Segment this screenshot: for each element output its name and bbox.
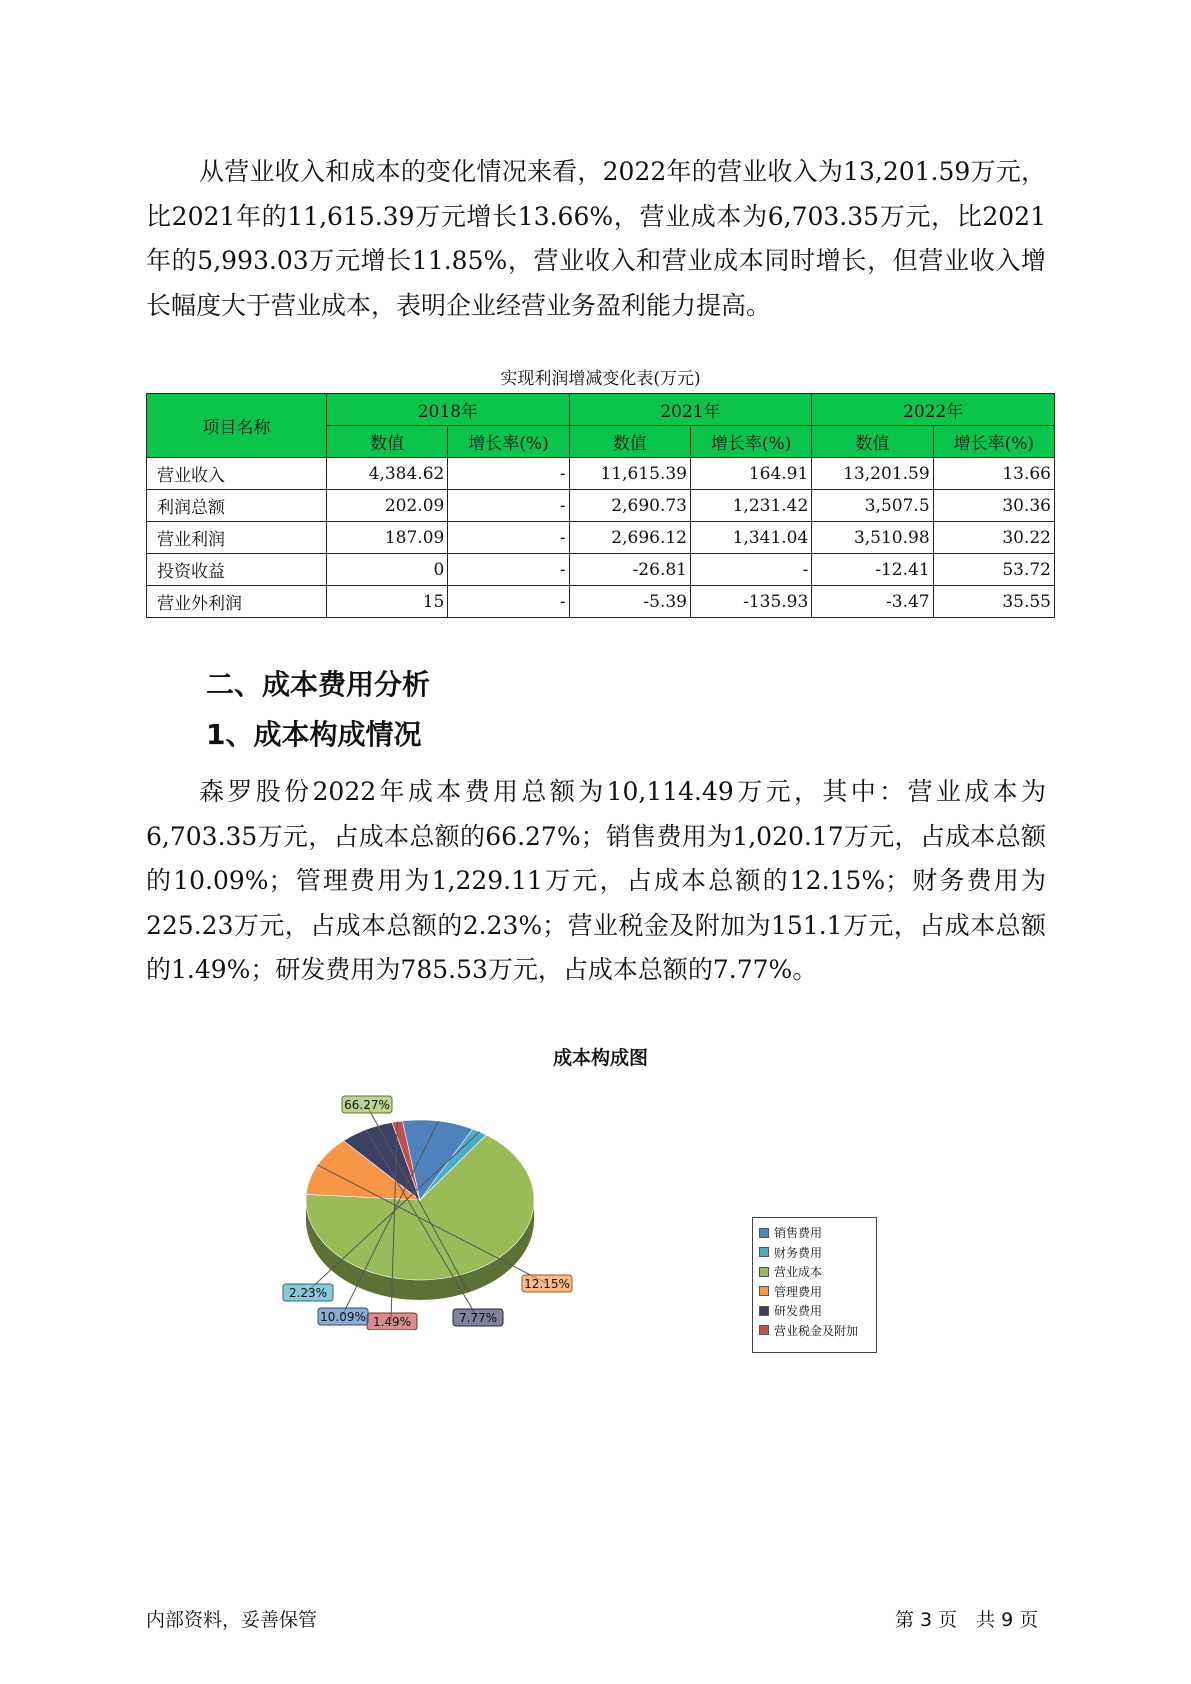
legend-label: 财务费用 — [774, 1245, 823, 1260]
legend-swatch — [759, 1228, 769, 1238]
value-cell: -26.81 — [569, 554, 690, 586]
legend-swatch — [759, 1306, 769, 1316]
legend-label: 销售费用 — [774, 1226, 823, 1241]
chart-legend — [752, 1217, 877, 1353]
header-growth: 增长率(%) — [448, 426, 569, 458]
growth-cell: - — [448, 490, 569, 522]
table-row — [147, 554, 1055, 586]
footer-confidential-note: 内部资料，妥善保管 — [146, 1609, 318, 1631]
growth-cell: 164.91 — [690, 458, 811, 490]
legend-label: 管理费用 — [774, 1284, 823, 1299]
growth-cell: - — [448, 554, 569, 586]
page-total: 9 — [1001, 1609, 1014, 1631]
value-cell: 13,201.59 — [812, 458, 933, 490]
header-item-name: 项目名称 — [147, 394, 327, 458]
growth-cell: 53.72 — [933, 554, 1054, 586]
growth-cell: 30.36 — [933, 490, 1054, 522]
row-name-cell: 投资收益 — [147, 554, 327, 586]
pie-data-label: 7.77% — [458, 1311, 498, 1325]
legend-item — [759, 1243, 870, 1263]
value-cell: 202.09 — [327, 490, 448, 522]
legend-item — [759, 1223, 870, 1243]
value-cell: 3,507.5 — [812, 490, 933, 522]
pie-data-label: 1.49% — [372, 1315, 412, 1329]
value-cell: 4,384.62 — [327, 458, 448, 490]
value-cell: -12.41 — [812, 554, 933, 586]
growth-cell: - — [448, 458, 569, 490]
table-row — [147, 586, 1055, 618]
section-heading: 二、成本费用分析 — [206, 668, 431, 701]
legend-item — [759, 1301, 870, 1321]
legend-item — [759, 1321, 870, 1341]
pie-data-label: 10.09% — [320, 1310, 366, 1324]
legend-swatch — [759, 1247, 769, 1257]
header-value: 数值 — [327, 426, 448, 458]
header-year-2022: 2022年 — [812, 394, 1055, 426]
growth-cell: 13.66 — [933, 458, 1054, 490]
legend-label: 营业税金及附加 — [774, 1323, 859, 1338]
table-title: 实现利润增减变化表(万元) — [500, 369, 701, 389]
row-name-cell: 利润总额 — [147, 490, 327, 522]
page-current: 3 — [920, 1609, 933, 1631]
pie-data-label: 66.27% — [344, 1098, 390, 1112]
value-cell: 187.09 — [327, 522, 448, 554]
legend-item — [759, 1262, 870, 1282]
pie-data-label: 2.23% — [288, 1286, 328, 1300]
header-growth: 增长率(%) — [933, 426, 1054, 458]
growth-cell: - — [448, 586, 569, 618]
legend-swatch — [759, 1267, 769, 1277]
legend-swatch — [759, 1286, 769, 1296]
table-row — [147, 522, 1055, 554]
value-cell: 2,696.12 — [569, 522, 690, 554]
row-name-cell: 营业收入 — [147, 458, 327, 490]
legend-item — [759, 1282, 870, 1302]
row-name-cell: 营业外利润 — [147, 586, 327, 618]
value-cell: -5.39 — [569, 586, 690, 618]
growth-cell: 1,231.42 — [690, 490, 811, 522]
cost-paragraph: 森罗股份2022年成本费用总额为10,114.49万元，其中：营业成本为6,703.35万元，占成本总额的66.27%；销售费用为1,020.17万元，占成本总额的10.09%；管理费用为1,229.11万元，占成本总额的12.15%；财务费用为225.23万元，占成本总额的2.23%；营业税金及附加为151.1万元，占成本总额的1.49%；研发费用为785.53万元，占成本总额的7.77%。 — [146, 777, 1046, 984]
value-cell: -3.47 — [812, 586, 933, 618]
header-year-2018: 2018年 — [327, 394, 570, 426]
legend-label: 营业成本 — [774, 1265, 823, 1280]
page-suffix: 页 — [1019, 1609, 1039, 1631]
table-header-row-years — [147, 394, 1055, 426]
growth-cell: - — [690, 554, 811, 586]
value-cell: 3,510.98 — [812, 522, 933, 554]
value-cell: 11,615.39 — [569, 458, 690, 490]
subsection-heading: 1、成本构成情况 — [206, 718, 422, 751]
growth-cell: -135.93 — [690, 586, 811, 618]
header-year-2021: 2021年 — [569, 394, 812, 426]
header-value: 数值 — [569, 426, 690, 458]
legend-swatch — [759, 1325, 769, 1335]
chart-title: 成本构成图 — [552, 1047, 648, 1069]
value-cell: 0 — [327, 554, 448, 586]
table-row — [147, 458, 1055, 490]
row-name-cell: 营业利润 — [147, 522, 327, 554]
header-value: 数值 — [812, 426, 933, 458]
table-row — [147, 490, 1055, 522]
page-prefix: 第 — [895, 1609, 915, 1631]
cost-pie-chart — [270, 1090, 630, 1330]
growth-cell: 30.22 — [933, 522, 1054, 554]
value-cell: 15 — [327, 586, 448, 618]
value-cell: 2,690.73 — [569, 490, 690, 522]
growth-cell: 35.55 — [933, 586, 1054, 618]
growth-cell: - — [448, 522, 569, 554]
profit-change-table — [146, 393, 1055, 618]
pie-data-label: 12.15% — [524, 1277, 570, 1291]
page-number — [895, 1605, 1044, 1632]
growth-cell: 1,341.04 — [690, 522, 811, 554]
header-growth: 增长率(%) — [690, 426, 811, 458]
legend-label: 研发费用 — [774, 1304, 823, 1319]
page-mid: 页 共 — [938, 1609, 996, 1631]
intro-paragraph: 从营业收入和成本的变化情况来看，2022年的营业收入为13,201.59万元，比2021年的11,615.39万元增长13.66%，营业成本为6,703.35万元，比2021年的5,993.03万元增长11.85%，营业收入和营业成本同时增长，但营业收入增长幅度大于营业成本，表明企业经营业务盈利能力提高。 — [146, 157, 1046, 320]
